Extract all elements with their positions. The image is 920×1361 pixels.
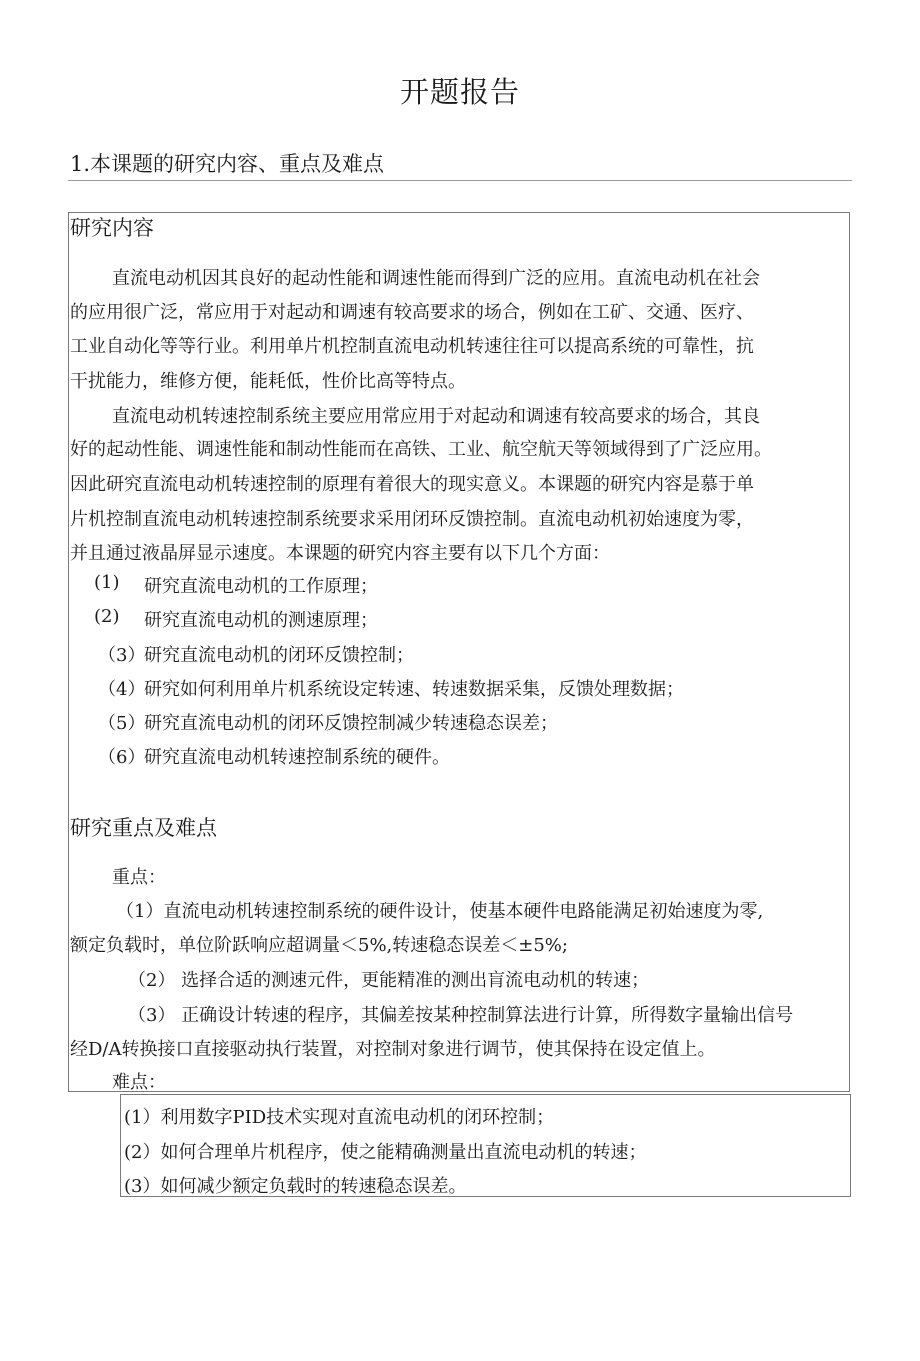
paragraph-line: 并且通过液晶屏显示速度。本课题的研究内容主要有以下几个方面： (70, 543, 610, 564)
list-item: 研究如何利用单片机系统设定转速、转速数据采集，反馈处理数据； (144, 679, 684, 700)
paragraph-line: 因此研究直流电动机转速控制的原理有着很大的现实意义。本课题的研究内容是慕于单 (70, 474, 754, 495)
list-item-number: （3） (98, 645, 146, 666)
list-item: 研究直流电动机的工作原理； (144, 576, 378, 597)
key-point-line: （3） 正确设计转速的程序，其偏差按某种控制算法进行计算，所得数字量输出信号 (128, 1005, 794, 1026)
paragraph-line: 片机控制直流电动机转速控制系统要求采用闭环反馈控制。直流电动机初始速度为零， (70, 509, 754, 530)
paragraph-line: 直流电动机转速控制系统主要应用常应用于对起动和调速有较高要求的场合，其良 (112, 406, 760, 427)
difficulties-label: 难点： (112, 1072, 166, 1093)
key-point-line: （1）直流电动机转速控制系统的硬件设计，使基本硬件电路能满足初始速度为零, (116, 901, 764, 922)
key-point-line: 经D/A转换接口直接驱动执行装置，对控制对象进行调节，使其保持在设定值上。 (70, 1039, 716, 1060)
list-item: 研究直流电动机的测速原理； (144, 610, 378, 631)
document-title: 开题报告 (399, 75, 520, 109)
section-divider (68, 180, 852, 181)
list-item: 研究直流电动机的闭环反馈控制减少转速稳态误差； (144, 713, 558, 734)
key-points-label: 重点： (112, 867, 166, 888)
key-point-line: 额定负载时，单位阶跃响应超调量＜5%,转速稳态误差＜±5%; (70, 935, 568, 956)
list-item-number: （4） (98, 679, 146, 700)
key-points-title: 研究重点及难点 (70, 816, 217, 840)
difficulty-item: (1）利用数字PID技术实现对直流电动机的闭环控制； (124, 1107, 555, 1128)
paragraph-line: 工业自动化等等行业。利用单片机控制直流电动机转速往往可以提高系统的可靠性，抗 (70, 336, 754, 357)
list-item-number: （5） (98, 713, 146, 734)
section-heading: 1.本课题的研究内容、重点及难点 (70, 152, 385, 176)
paragraph-line: 直流电动机因其良好的起动性能和调速性能而得到广泛的应用。直流电动机在社会 (112, 268, 760, 289)
list-item: 研究直流电动机转速控制系统的硬件。 (144, 747, 450, 768)
paragraph-line: 的应用很广泛，常应用于对起动和调速有较高要求的场合，例如在工矿、交通、医疗、 (70, 302, 754, 323)
paragraph-line: 干扰能力，维修方便，能耗低，性价比高等特点。 (70, 371, 466, 392)
key-point-line: （2） 选择合适的测速元件，更能精准的测出肓流电动机的转速； (128, 970, 650, 991)
paragraph-line: 好的起动性能、调速性能和制动性能而在高铁、工业、航空航天等领域得到了广泛应用。 (70, 439, 772, 460)
difficulty-item: (2）如何合理单片机程序，使之能精确测量出直流电动机的转速； (124, 1142, 647, 1163)
list-item: 研究直流电动机的闭环反馈控制； (144, 645, 414, 666)
list-item-number: (2) (94, 606, 120, 627)
list-item-number: (1) (94, 572, 120, 593)
research-content-title: 研究内容 (70, 216, 154, 240)
list-item-number: （6） (98, 747, 146, 768)
difficulty-item: (3）如何减少额定负载时的转速稳态误差。 (124, 1176, 467, 1197)
